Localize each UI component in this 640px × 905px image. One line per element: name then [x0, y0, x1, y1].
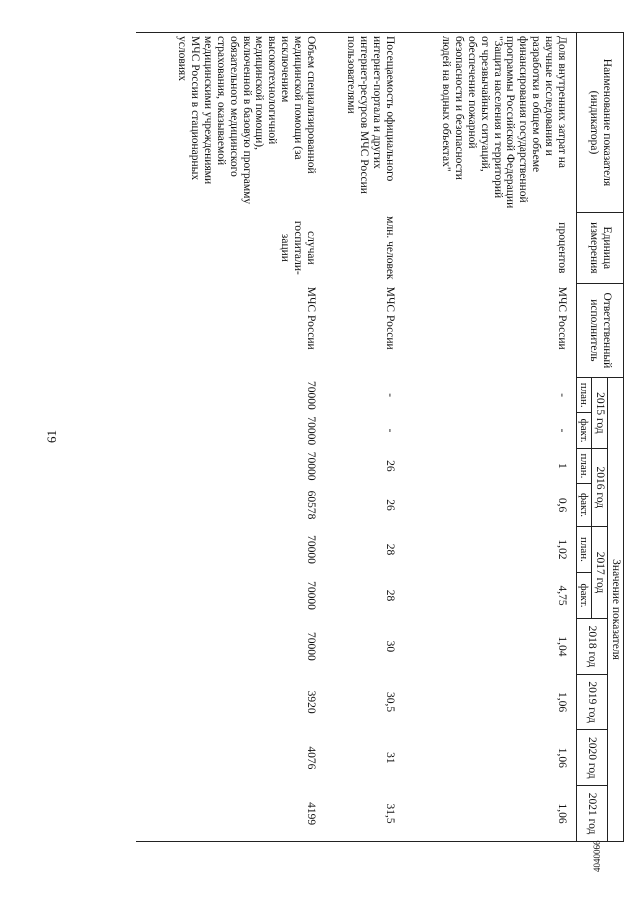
- header-2019: 2019 год: [576, 674, 607, 730]
- row-3-2015-fact: 70000: [304, 416, 317, 446]
- row-2-executor: МЧС России: [383, 286, 396, 350]
- header-name: Наименование показателя (индикатора): [576, 33, 623, 213]
- row-1-2021: 1,06: [404, 786, 577, 842]
- row-3-2017-fact: 70000: [304, 581, 317, 610]
- row-3-2017-plan: 70000: [304, 535, 317, 564]
- row-1-2015-plan: -: [555, 393, 568, 398]
- table-row: [325, 33, 404, 842]
- header-2018: 2018 год: [576, 619, 607, 675]
- header-2016-plan: план.: [576, 448, 591, 483]
- row-1-2015-fact: -: [555, 428, 568, 433]
- header-values-group: Значение показателя: [608, 378, 624, 842]
- header-2015-plan: план.: [576, 378, 591, 413]
- row-1-unit: процентов: [555, 222, 568, 274]
- header-2021: 2021 год: [576, 786, 607, 842]
- row-2-2021: 31,5: [325, 786, 404, 842]
- row-2-2020: 31: [383, 752, 396, 764]
- row-3-2021: 4199: [136, 786, 325, 842]
- row-2-2015-fact: -: [383, 428, 396, 433]
- row-2-2019: 30,5: [383, 692, 396, 713]
- indicators-table: [136, 32, 624, 842]
- header-2017-plan: план.: [576, 526, 591, 572]
- row-3-name: Объем специализированной медицинской помощи (за исключением высокотехнологичной медицинской помощи), включенной в базовую программу обязательного медицинского страхования, оказываемой медицинскими учреждениями МЧС России в стационарных условиях: [136, 33, 325, 213]
- footer-code: 4040066: [592, 840, 602, 872]
- page-number: 61: [44, 430, 59, 443]
- header-2017: 2017 год: [592, 526, 608, 618]
- row-2-2017-fact: 28: [383, 589, 396, 602]
- rotated-table-container: [62, 32, 624, 842]
- header-2015-fact: факт.: [576, 413, 591, 448]
- row-1-2016-fact: 0,6: [555, 497, 568, 513]
- row-3-2020: 4076: [304, 746, 317, 770]
- row-3-2016-plan: 70000: [304, 451, 317, 481]
- row-1-2020: 1,06: [555, 747, 568, 768]
- table-row: [404, 33, 577, 842]
- header-2017-fact: факт.: [576, 573, 591, 619]
- header-executor: Ответственный исполнитель: [576, 283, 623, 377]
- row-2-name: Посещаемость официального интернет-портала и других интернет-ресурсов МЧС России пользователями: [325, 33, 404, 213]
- header-unit: Единица измерения: [576, 213, 623, 284]
- row-1-2016-plan: 1: [555, 463, 568, 469]
- row-1-executor: МЧС России: [555, 286, 568, 350]
- table-row: [136, 33, 325, 842]
- row-3-unit: случаи госпитали-зации: [279, 220, 317, 275]
- row-1-2018: 1,04: [555, 636, 568, 657]
- row-3-2016-fact: 60578: [304, 490, 317, 520]
- row-2-2015-plan: -: [383, 393, 396, 398]
- row-1-2017-plan: 1,02: [555, 539, 568, 560]
- row-2-unit: млн. человек: [383, 216, 396, 280]
- row-3-2019: 3920: [304, 690, 317, 714]
- row-3-executor: МЧС России: [304, 286, 317, 350]
- row-2-2016-plan: 26: [383, 460, 396, 472]
- row-2-2016-fact: 26: [383, 499, 396, 511]
- header-2016-fact: факт.: [576, 484, 591, 527]
- row-1-2019: 1,06: [555, 692, 568, 713]
- row-3-2015-plan: 70000: [304, 381, 317, 410]
- header-2015: 2015 год: [592, 378, 608, 449]
- header-2020: 2020 год: [576, 730, 607, 786]
- row-1-name: Доля внутренних затрат на научные исследования и разработки в общем объеме финансирования государственной программы Российской Федерации "Защита населения и территорий от чрезвычайных ситуаций, обеспечение пожарной безопасности и безопасности людей на водных объектах": [404, 33, 577, 213]
- row-2-2018: 30: [383, 640, 396, 653]
- row-1-2017-fact: 4,75: [555, 585, 568, 606]
- row-2-2017-plan: 28: [383, 543, 396, 556]
- header-2016: 2016 год: [592, 448, 608, 526]
- header-row-1: [608, 33, 624, 842]
- row-3-2018: 70000: [304, 632, 317, 661]
